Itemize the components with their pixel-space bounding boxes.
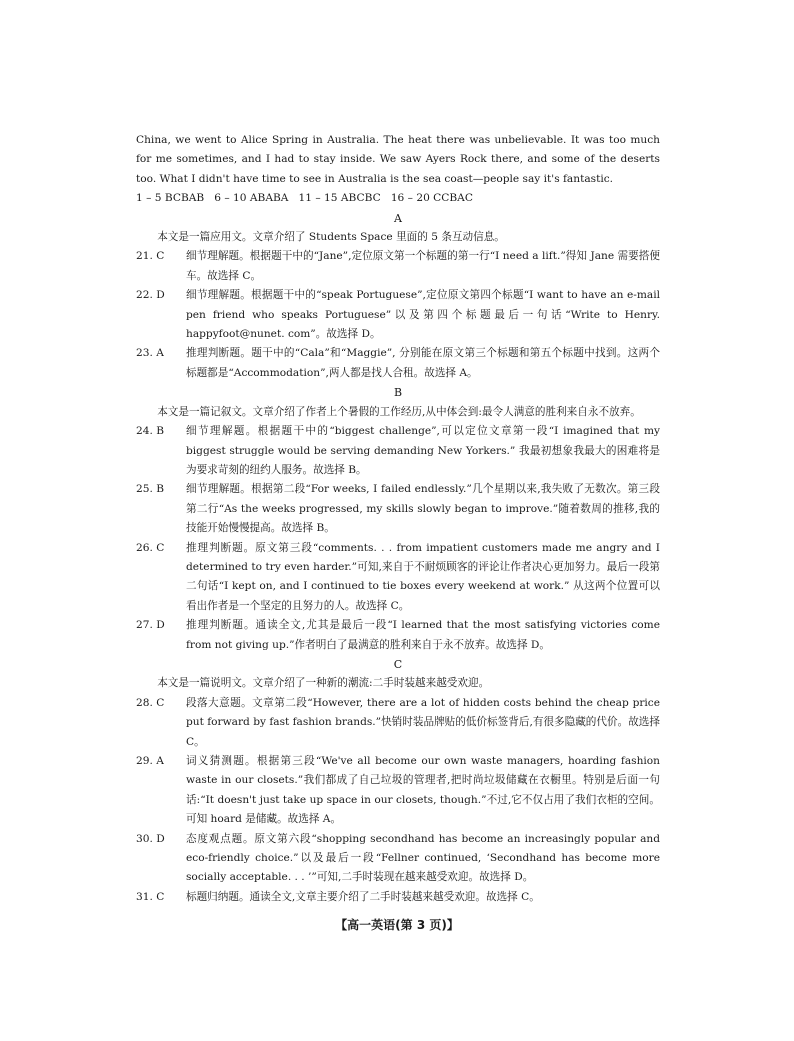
answer-number: 23. A	[136, 347, 164, 360]
answer-item	[136, 422, 660, 480]
answer-explanation: 细节理解题。根据题干中的“biggest challenge”,可以定位文章第一段“I imagined that my biggest struggle would be serving demanding New Yorkers.” 我最初想象我最大的困难将是为要求苛刻的纽约人服务。故选择 B。	[186, 425, 660, 476]
answer-explanation: 标题归纳题。通读全文,文章主要介绍了二手时装越来越受欢迎。故选择 C。	[186, 890, 540, 903]
answer-number: 22. D	[136, 289, 165, 302]
answer-explanation: 细节理解题。根据题干中的“speak Portuguese”,定位原文第四个标题“I want to have an e-mail pen friend who speaks Portuguese”以及第四个标题最后一句话“Write to Henry. happyfoot@nunet. com”。故选择 D。	[186, 289, 660, 341]
answer-item	[136, 694, 660, 752]
answer-item	[136, 830, 660, 888]
section-intro: 本文是一篇应用文。文章介绍了 Students Space 里面的 5 条互动信息。	[157, 231, 505, 244]
answer-item	[136, 539, 660, 617]
section-c	[136, 655, 660, 907]
answer-number: 29. A	[136, 755, 164, 767]
answer-explanation: 推理判断题。题干中的“Cala”和“Maggie”, 分别能在原文第三个标题和第五个标题中找到。这两个标题都是“Accommodation”,两人都是找人合租。故选择 A。	[186, 347, 660, 379]
answer-item	[136, 888, 660, 907]
answer-item	[136, 616, 660, 655]
section-intro: 本文是一篇说明文。文章介绍了一种新的潮流:二手时装越来越受欢迎。	[157, 677, 490, 690]
section-heading: C	[393, 657, 403, 671]
answer-explanation: 态度观点题。原文第六段“shopping secondhand has become an increasingly popular and eco-friendly choice.”以及最后一段“Fellner continued, ‘Secondhand has become more socially acceptable. . . ’”可知,二手时装现在越来越受欢迎。故选择 D。	[186, 832, 660, 884]
answer-explanation: 细节理解题。根据第二段“For weeks, I failed endlessly.”几个星期以来,我失败了无数次。第三段第二行“As the weeks progressed, my skills slowly began to improve.”随着数周的推移,我的技能开始慢慢提高。故选择 B。	[186, 483, 660, 535]
section-intro: 本文是一篇记叙文。文章介绍了作者上个暑假的工作经历,从中体会到:最令人满意的胜利来自永不放弃。	[157, 405, 641, 418]
answer-item	[136, 480, 660, 538]
answer-number: 28. C	[136, 696, 165, 709]
answer-item	[136, 752, 660, 830]
answer-number: 26. C	[136, 541, 165, 554]
answer-item	[136, 344, 660, 383]
answer-number: 30. D	[136, 832, 165, 845]
answer-item	[136, 286, 660, 344]
listening-script-tail: China, we went to Alice Spring in Australia. The heat there was unbelievable. It was too much for me sometimes, and I had to stay inside. We saw Ayers Rock there, and some of the deserts too. What I didn't have time to see in Australia is the sea coast—people say it's fantastic.	[136, 134, 660, 185]
answers-1-20: 1 – 5 BCBAB 6 – 10 ABABA 11 – 15 ABCBC 16 – 20 CCBAC	[136, 192, 473, 205]
answer-explanation: 细节理解题。根据题干中的“Jane”,定位原文第一个标题的第一行“I need a lift.”得知 Jane 需要搭便车。故选择 C。	[186, 250, 660, 282]
section-heading: B	[393, 386, 403, 400]
answer-number: 27. D	[136, 619, 165, 632]
answer-number: 31. C	[136, 890, 165, 903]
answer-number: 25. B	[136, 483, 164, 496]
section-b	[136, 383, 660, 655]
answer-explanation: 词义猜测题。根据第三段“We've all become our own waste managers, hoarding fashion waste in our closets.”我们都成了自己垃圾的管理者,把时尚垃圾储藏在衣橱里。特别是后面一句话:“It doesn't just take up space in our closets, though.”不过,它不仅占用了我们衣柜的空间。可知 hoard 是储藏。故选择 A。	[186, 755, 660, 826]
answer-explanation: 推理判断题。通读全文,尤其是最后一段“I learned that the most satisfying victories come from not giving up.”作者明白了最满意的胜利来自于永不放弃。故选择 D。	[186, 619, 660, 651]
answer-explanation: 推理判断题。原文第三段“comments. . . from impatient customers made me angry and I determined to try even harder.”可知,来自于不耐烦顾客的评论让作者决心更加努力。最后一段第二句话“I kept on, and I continued to tie boxes every weekend at work.” 从这两个位置可以看出作者是一个坚定的且努力的人。故选择 C。	[186, 541, 660, 612]
page-footer: 【高一英语(第 3 页)】	[335, 918, 459, 932]
answer-key-page	[136, 131, 660, 907]
section-a	[136, 209, 660, 384]
answer-item	[136, 247, 660, 286]
answer-explanation: 段落大意题。文章第二段“However, there are a lot of hidden costs behind the cheap price put forward by fast fashion brands.”快销时装品牌贴的低价标签背后,有很多隐藏的代价。故选择 C。	[186, 696, 660, 748]
section-heading: A	[394, 211, 402, 225]
answer-number: 24. B	[136, 425, 164, 438]
answer-number: 21. C	[136, 250, 165, 263]
